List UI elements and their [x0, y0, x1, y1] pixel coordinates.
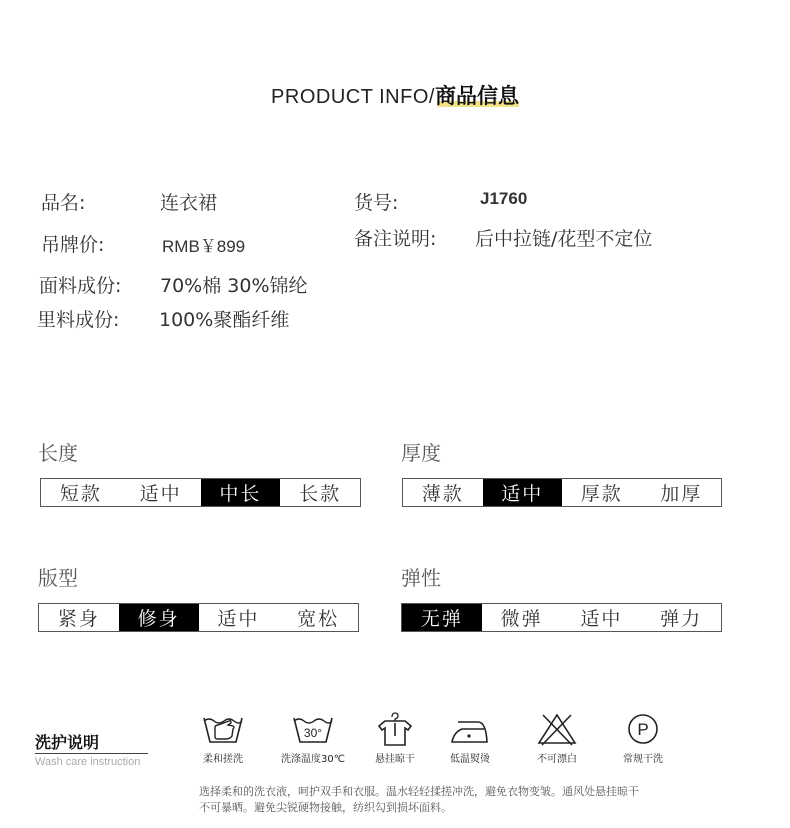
wash-temp: 30° [303, 726, 323, 740]
elasticity-option: 微弹 [500, 608, 543, 630]
length-option: 中长 [201, 479, 281, 506]
thickness-option: 薄款 [421, 483, 464, 505]
note-label: 备注说明: [354, 228, 437, 250]
fit-option: 适中 [217, 608, 260, 630]
care-subtitle: Wash care instruction [35, 756, 141, 768]
fit-option: 修身 [119, 604, 199, 631]
elasticity-title: 弹性 [401, 566, 441, 590]
care-dry-clean [603, 712, 683, 765]
lining-label: 里料成份: [37, 309, 120, 331]
elasticity-option: 无弹 [402, 604, 482, 631]
no-bleach-icon [535, 712, 579, 746]
care-label: 不可漂白 [537, 754, 577, 765]
price-label: 吊牌价: [41, 234, 105, 256]
thickness-option: 适中 [483, 479, 563, 506]
low-iron-icon [448, 712, 492, 746]
care-hang-dry [355, 712, 435, 765]
sku-value: J1760 [480, 189, 528, 208]
care-description-line: 选择柔和的洗衣液，呵护双手和衣服。温水轻轻揉搓冲洗，避免衣物变皱。通风处悬挂晾干 [199, 785, 639, 798]
length-option: 长款 [299, 483, 342, 505]
fit-scale [38, 603, 359, 632]
length-option: 短款 [59, 483, 102, 505]
care-description [199, 784, 699, 816]
elasticity-option: 弹力 [660, 608, 703, 630]
care-no-bleach [517, 712, 597, 765]
fit-option: 紧身 [57, 608, 100, 630]
dry-clean-icon [621, 712, 665, 746]
care-low-iron [430, 712, 510, 765]
price-value: RMB￥899 [162, 237, 246, 256]
note-value: 后中拉链/花型不定位 [475, 228, 653, 250]
care-title: 洗护说明 [35, 733, 100, 752]
fabric-label: 面料成份: [39, 275, 122, 297]
hang-dry-icon [373, 712, 417, 746]
elasticity-scale [401, 603, 722, 632]
dry-clean-letter: P [637, 720, 649, 739]
length-option: 适中 [139, 483, 182, 505]
care-label: 悬挂晾干 [375, 754, 415, 765]
wash-30-icon [291, 712, 335, 746]
length-title: 长度 [38, 441, 78, 465]
title-english: PRODUCT INFO/ [271, 86, 435, 108]
lining-value: 100%聚酯纤维 [159, 309, 290, 331]
hand-wash-icon [201, 712, 245, 746]
title-chinese: 商品信息 [434, 84, 519, 108]
length-scale [40, 478, 361, 507]
thickness-option: 厚款 [580, 483, 623, 505]
thickness-title: 厚度 [401, 441, 441, 465]
care-label: 柔和搓洗 [203, 754, 243, 765]
care-label: 低温熨烫 [450, 754, 490, 765]
fit-option: 宽松 [297, 608, 340, 630]
name-label: 品名: [41, 192, 86, 214]
care-divider [35, 753, 148, 754]
fit-title: 版型 [38, 566, 78, 590]
fabric-value: 70%棉 30%锦纶 [160, 275, 308, 297]
care-label: 洗涤温度30℃ [281, 754, 345, 765]
section-title [0, 80, 790, 110]
care-hand-wash [183, 712, 263, 765]
sku-label: 货号: [354, 192, 399, 214]
care-wash-30 [273, 712, 353, 765]
care-label: 常规干洗 [623, 754, 663, 765]
elasticity-option: 适中 [580, 608, 623, 630]
thickness-scale [402, 478, 722, 507]
thickness-option: 加厚 [660, 483, 703, 505]
care-description-line: 不可暴晒。避免尖锐硬物接触，纺织勾到损坏面料。 [199, 801, 452, 814]
name-value: 连衣裙 [160, 192, 218, 214]
